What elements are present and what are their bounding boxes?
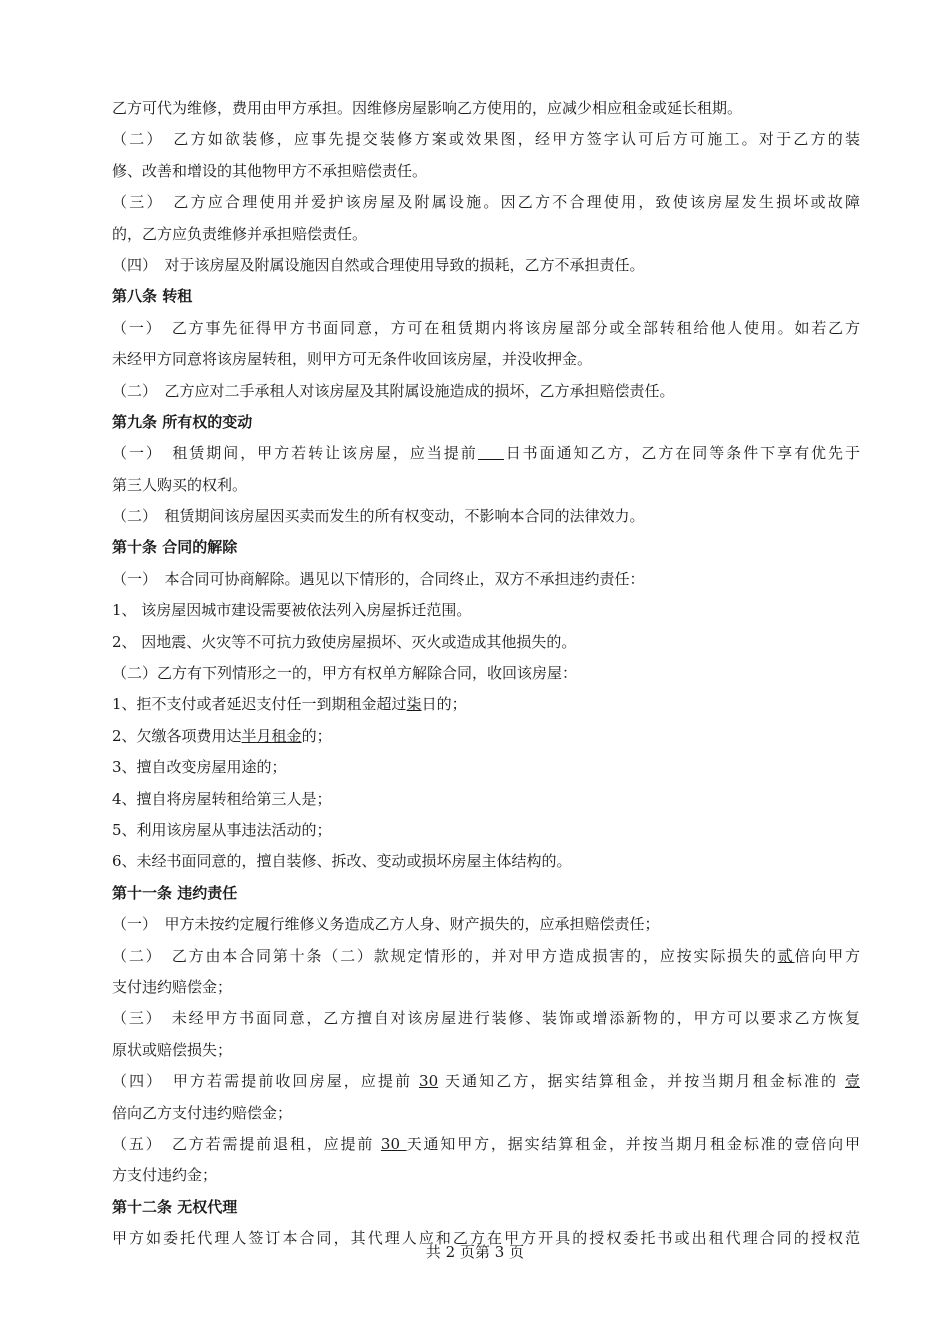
text-segment: 倍向甲方 bbox=[794, 946, 860, 965]
text-segment: 日的； bbox=[421, 695, 467, 714]
text-line bbox=[112, 438, 860, 469]
text-segment: 天通知乙方，据实结算租金，并按当期月租金标准的 bbox=[438, 1072, 845, 1091]
text-segment: 日书面通知乙方，乙方在同等条件下享有优先于 bbox=[503, 444, 860, 463]
text-line: （一） 乙方事先征得甲方书面同意，方可在租赁期内将该房屋部分或全部转租给他人使用。如若乙方 bbox=[112, 318, 860, 337]
section-heading: 第八条 转租 bbox=[112, 287, 193, 306]
text-segment: 2、欠缴各项费用达 bbox=[112, 726, 242, 745]
section-heading: 第十条 合同的解除 bbox=[112, 538, 238, 557]
text-line: 乙方可代为维修，费用由甲方承担。因维修房屋影响乙方使用的，应减少相应租金或延长租期。 bbox=[112, 99, 743, 117]
underlined-value: 壹 bbox=[844, 1072, 860, 1091]
page-footer: 共 2 页第 3 页 bbox=[425, 1243, 525, 1261]
underlined-value: 半月租金 bbox=[241, 726, 302, 745]
text-line: （二） 乙方应对二手承租人对该房屋及其附属设施造成的损坏，乙方承担赔偿责任。 bbox=[112, 381, 675, 400]
text-line: （一） 本合同可协商解除。遇见以下情形的，合同终止，双方不承担违约责任： bbox=[112, 569, 645, 588]
text-line: 4、擅自将房屋转租给第三人是； bbox=[112, 789, 332, 808]
text-line: 1、 该房屋因城市建设需要被依法列入房屋拆迁范围。 bbox=[112, 601, 472, 620]
text-segment: 1、拒不支付或者延迟支付任一到期租金超过 bbox=[112, 695, 407, 714]
section-heading: 第九条 所有权的变动 bbox=[112, 412, 253, 431]
text-line: （二） 乙方如欲装修，应事先提交装修方案或效果图，经甲方签字认可后方可施工。对于乙方的装 bbox=[112, 130, 860, 149]
underlined-value: 柒 bbox=[406, 695, 422, 714]
text-line: （三） 未经甲方书面同意，乙方擅自对该房屋进行装修、装饰或增添新物的，甲方可以要求乙方恢复 bbox=[112, 1009, 860, 1028]
text-line: （一） 甲方未按约定履行维修义务造成乙方人身、财产损失的，应承担赔偿责任； bbox=[112, 915, 660, 934]
text-line: 的，乙方应负责维修并承担赔偿责任。 bbox=[112, 224, 368, 243]
text-line: （二） 租赁期间该房屋因买卖而发生的所有权变动，不影响本合同的法律效力。 bbox=[112, 507, 645, 526]
text-line: 3、擅自改变房屋用途的； bbox=[112, 758, 287, 777]
text-line bbox=[112, 721, 860, 752]
text-segment: （五） 乙方若需提前退租，应提前 bbox=[112, 1134, 381, 1153]
text-line: 修、改善和增设的其他物甲方不承担赔偿责任。 bbox=[112, 161, 428, 180]
section-heading: 第十二条 无权代理 bbox=[112, 1197, 238, 1216]
text-line: 第三人购买的权利。 bbox=[112, 475, 248, 494]
text-segment: 的； bbox=[301, 726, 332, 745]
text-line: 2、 因地震、火灾等不可抗力致使房屋损坏、灭火或造成其他损失的。 bbox=[112, 632, 577, 651]
text-line: 原状或赔偿损失； bbox=[112, 1040, 233, 1059]
text-segment: （二） 乙方由本合同第十条（二）款规定情形的，并对甲方造成损害的，应按实际损失的 bbox=[112, 946, 778, 965]
underlined-value: 30 bbox=[419, 1072, 439, 1091]
text-line: 甲方如委托代理人签订本合同，其代理人应和乙方在甲方开具的授权委托书或出租代理合同的授权范 bbox=[112, 1229, 860, 1248]
text-line: （四） 对于该房屋及附属设施因自然或合理使用导致的损耗，乙方不承担责任。 bbox=[112, 255, 645, 274]
text-line bbox=[112, 689, 860, 720]
text-line: 未经甲方同意将该房屋转租，则甲方可无条件收回该房屋，并没收押金。 bbox=[112, 350, 593, 369]
text-segment: 天通知甲方，据实结算租金，并按当期月租金标准的壹倍向甲 bbox=[406, 1134, 860, 1153]
text-line: （三） 乙方应合理使用并爱护该房屋及附属设施。因乙方不合理使用，致使该房屋发生损坏或故障 bbox=[112, 193, 860, 212]
text-line bbox=[112, 1129, 860, 1160]
text-line bbox=[112, 1066, 860, 1097]
text-line: 支付违约赔偿金； bbox=[112, 977, 233, 996]
text-line bbox=[112, 941, 860, 972]
text-line: 方支付违约金； bbox=[112, 1166, 218, 1185]
section-heading: 第十一条 违约责任 bbox=[112, 883, 238, 902]
text-line: 5、利用该房屋从事违法活动的； bbox=[112, 820, 332, 839]
text-line: 6、未经书面同意的，擅自装修、拆改、变动或损坏房屋主体结构的。 bbox=[112, 852, 572, 871]
fill-in-blank bbox=[478, 445, 504, 460]
text-segment: （四） 甲方若需提前收回房屋，应提前 bbox=[112, 1072, 420, 1091]
underlined-value: 贰 bbox=[777, 946, 795, 965]
text-line: （二）乙方有下列情形之一的，甲方有权单方解除合同，收回该房屋： bbox=[112, 664, 578, 683]
contract-body bbox=[112, 93, 860, 1254]
text-segment: （一） 租赁期间，甲方若转让该房屋，应当提前 bbox=[112, 444, 478, 463]
text-line: 倍向乙方支付违约赔偿金； bbox=[112, 1103, 293, 1122]
underlined-value: 30 bbox=[380, 1134, 407, 1153]
